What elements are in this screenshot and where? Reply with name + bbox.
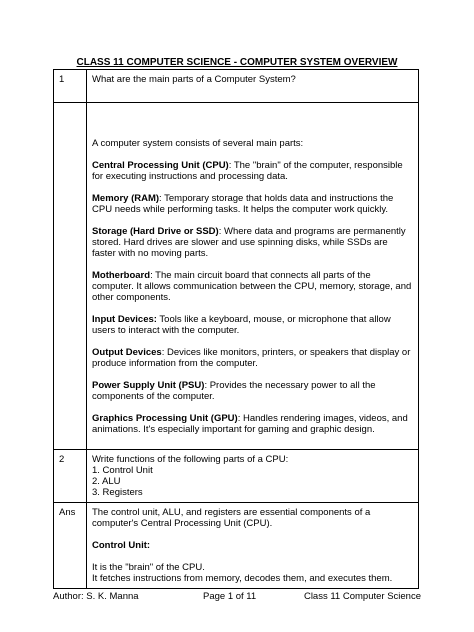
answer-desc: Tools like a keyboard, mouse, or microphone that allow users to interact with the computer. xyxy=(92,314,391,336)
answer-term: Central Processing Unit (CPU) xyxy=(92,160,229,171)
answer-item-input-devices xyxy=(92,314,413,336)
answer-item-output-devices xyxy=(92,347,413,369)
footer-page-number: Page 1 of 11 xyxy=(203,591,257,602)
question-number: 2 xyxy=(54,450,87,503)
answer-heading xyxy=(92,540,413,551)
answer-desc: : Devices like monitors, printers, or speakers that display or produce information from the computer. xyxy=(92,347,411,369)
answer-term: Control Unit: xyxy=(92,540,151,551)
answer-term: Output Devices xyxy=(92,347,162,358)
list-item: 2. ALU xyxy=(92,476,121,487)
page-title: CLASS 11 COMPUTER SCIENCE - COMPUTER SYSTEM OVERVIEW xyxy=(76,57,398,68)
table-row xyxy=(54,103,419,450)
answer-term: Storage (Hard Drive or SSD) xyxy=(92,226,219,237)
question-text: What are the main parts of a Computer System? xyxy=(87,70,419,103)
answer-item-ram xyxy=(92,193,413,215)
answer-item-motherboard xyxy=(92,270,413,303)
answer-term: Memory (RAM) xyxy=(92,193,160,204)
table-row xyxy=(54,503,419,589)
answer-desc: : Provides the necessary power to all the components of the computer. xyxy=(92,380,376,402)
answer-item-gpu xyxy=(92,413,413,435)
answer-item-psu xyxy=(92,380,413,402)
footer-author: Author: S. K. Manna xyxy=(53,591,139,602)
answer-desc: : The main circuit board that connects all parts of the computer. It allows communication between the CPU, memory, storage, and other components. xyxy=(92,270,412,303)
answer-cell xyxy=(87,103,419,450)
answer-desc: : The "brain" of the computer, responsible for executing instructions and processing data. xyxy=(92,160,403,182)
list-item: 1. Control Unit xyxy=(92,465,153,476)
answer-intro: The control unit, ALU, and registers are essential components of a computer's Central Processing Unit (CPU). xyxy=(92,507,371,529)
answer-desc: : Handles rendering images, videos, and animations. It's especially important for gaming and graphic design. xyxy=(92,413,408,435)
answer-desc: : Temporary storage that holds data and instructions the CPU needs while performing tasks. It helps the computer work quickly. xyxy=(92,193,394,215)
answer-cell xyxy=(87,503,419,589)
qa-table xyxy=(53,69,419,589)
footer-subject: Class 11 Computer Science xyxy=(303,591,421,602)
question-cell xyxy=(87,450,419,503)
answer-term: Motherboard xyxy=(92,270,151,281)
answer-number-cell xyxy=(54,103,87,450)
answer-intro: A computer system consists of several main parts: xyxy=(92,138,304,149)
answer-desc: : Where data and programs are permanently stored. Hard drives are slower and use spinning disks, while SSDs are faster with no moving parts. xyxy=(92,226,406,259)
question-text: Write functions of the following parts of a CPU: xyxy=(92,454,289,465)
answer-item-storage xyxy=(92,226,413,259)
table-row xyxy=(54,70,419,103)
answer-line: It fetches instructions from memory, decodes them, and executes them. xyxy=(92,573,393,584)
question-number: 1 xyxy=(54,70,87,103)
answer-term: Power Supply Unit (PSU) xyxy=(92,380,205,391)
table-row xyxy=(54,450,419,503)
list-item: 3. Registers xyxy=(92,487,143,498)
answer-item-cpu xyxy=(92,160,413,182)
answer-term: Graphics Processing Unit (GPU) xyxy=(92,413,238,424)
answer-term: Input Devices: xyxy=(92,314,157,325)
answer-label: Ans xyxy=(54,503,87,589)
answer-line: It is the "brain" of the CPU. xyxy=(92,562,205,573)
